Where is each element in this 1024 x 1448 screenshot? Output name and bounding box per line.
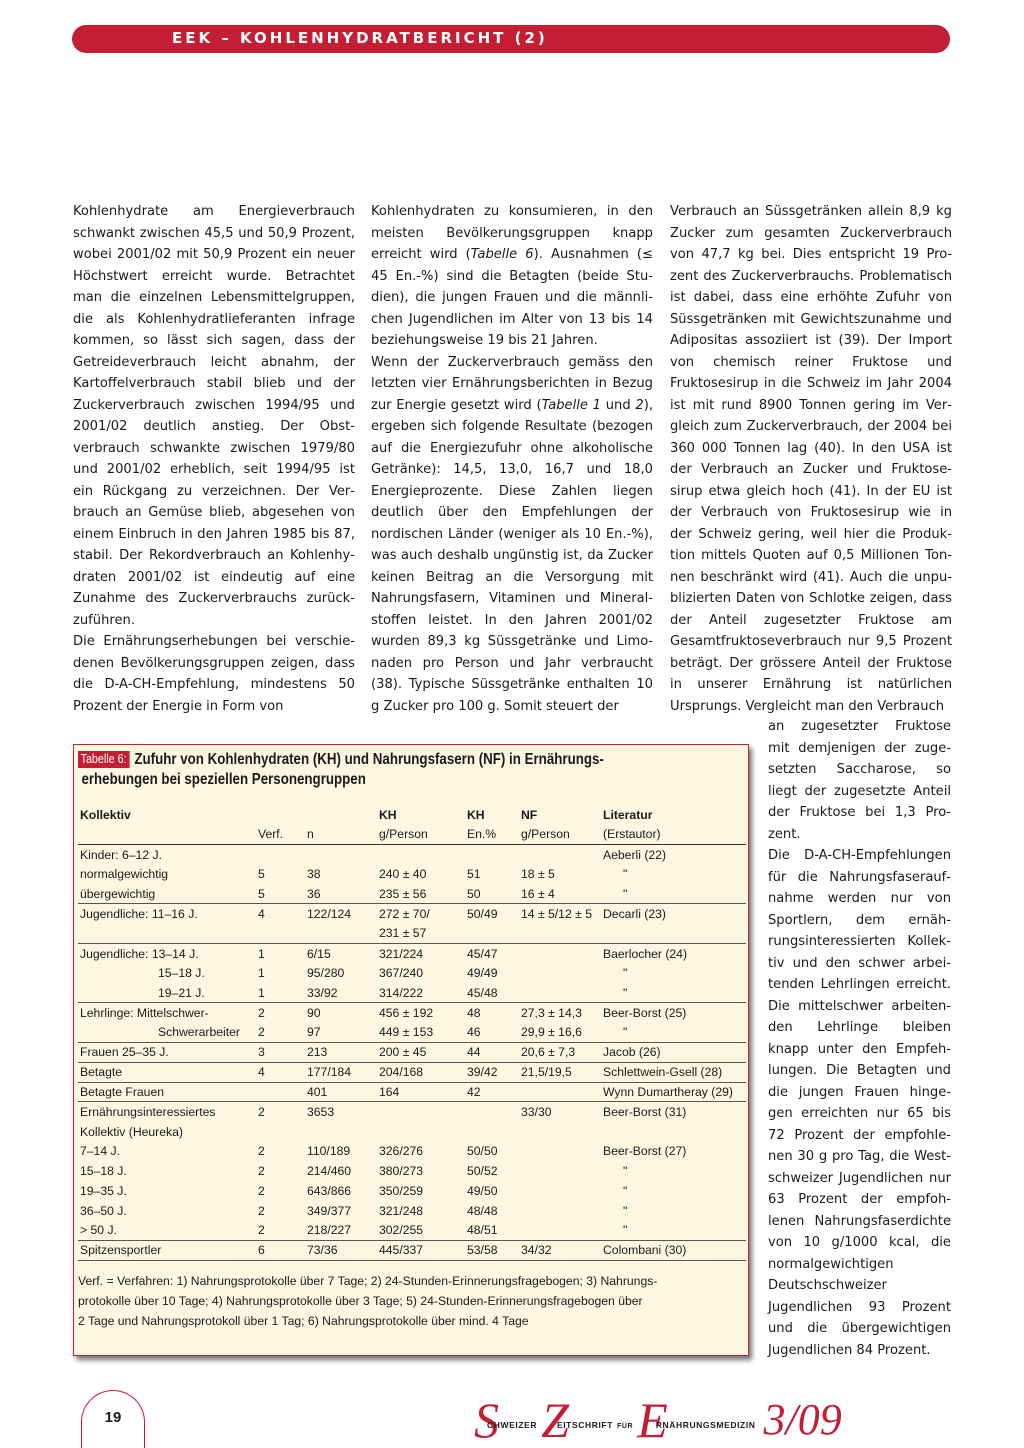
table-cell: 643/866 bbox=[307, 1184, 352, 1199]
table-cell bbox=[519, 1082, 601, 1102]
table-row bbox=[78, 1102, 746, 1122]
table-cell: 36 bbox=[305, 884, 377, 904]
text-column-2 bbox=[371, 201, 653, 717]
table-cell bbox=[256, 924, 305, 944]
table-cell: 235 ± 56 bbox=[377, 884, 465, 904]
footnote-line: protokolle über 10 Tage; 4) Nahrungsprotokolle über 3 Tage; 5) 24-Stunden-Erinnerungsfragebogen über bbox=[78, 1294, 643, 1308]
table-header-row-1 bbox=[78, 805, 746, 825]
footnote-line: Verf. = Verfahren: 1) Nahrungsprotokolle über 7 Tage; 2) 24-Stunden-Erinnerungsfragebogen; 3) Nahrungs- bbox=[78, 1274, 658, 1288]
table-cell: Spitzensportler bbox=[78, 1241, 256, 1261]
column-header: KH bbox=[467, 807, 485, 822]
table-cell bbox=[519, 1201, 601, 1221]
table-cell: 7–14 J. bbox=[80, 1144, 120, 1159]
table-cell: 6/15 bbox=[307, 946, 331, 961]
table-cell: 5 bbox=[258, 867, 265, 882]
table-cell: 380/273 bbox=[379, 1164, 424, 1179]
header-bar bbox=[72, 25, 950, 53]
table-cell: Jugendliche: 13–14 J. bbox=[80, 946, 199, 961]
table-cell: 110/189 bbox=[307, 1144, 351, 1159]
table-cell: 49/50 bbox=[467, 1184, 498, 1199]
table-cell: 2 bbox=[258, 1006, 265, 1021]
paragraph: Kohlenhydrate am Energieverbrauch schwankt zwischen 45,5 und 50,9 Prozent, wobei 2001/02 mit 50,9 Prozent ein neuer Höchstwert erreicht wurde. Betrachtet man die einzelnen Lebensmittelgruppen, die als Kohlenhydratlieferanten infrage kommen, so lässt sich sagen, dass der Getreideverbrauch leicht abnahm, der Kartoffelverbrauch stabil blieb und der Zuckerverbrauch zwischen 1994/95 und 2001/02 deutlich anstieg. Der Obstverbrauch schwankte zwischen 1979/80 und 2001/02 erheblich, seit 1994/95 ist ein Rückgang zu verzeichnen. Der Verbrauch an Gemüse blieb, abgesehen von einem Einbruch in den Jahren 1985 bis 87, stabil. Der Rekordverbrauch an Kohlenhydraten 2001/02 ist eindeutig auf eine Zunahme des Zuckerverbrauchs zurückzuführen. bbox=[73, 204, 355, 628]
table-cell: 213 bbox=[305, 1043, 377, 1063]
paragraph: an zugesetzter Fruktose mit demjenigen der zugesetzten Saccharose, so liegt der zugesetzte Anteil der Fruktose bei 1,3 Prozent. bbox=[768, 719, 951, 842]
table-cell: 350/259 bbox=[379, 1184, 424, 1199]
table-cell: 3653 bbox=[307, 1105, 335, 1120]
table-cell: 45/47 bbox=[467, 946, 498, 961]
table-cell: Ernährungsinteressiertes bbox=[80, 1105, 216, 1120]
table-cell: Kollektiv (Heureka) bbox=[80, 1124, 183, 1139]
table-cell: " bbox=[623, 966, 628, 981]
table-cell: Baerlocher (24) bbox=[603, 946, 687, 961]
table-cell: Jacob (26) bbox=[601, 1043, 746, 1063]
table-row bbox=[78, 1142, 746, 1162]
table-cell: 445/337 bbox=[377, 1241, 465, 1261]
paragraph bbox=[371, 201, 653, 352]
table-cell bbox=[305, 924, 377, 944]
column-subheader: En.% bbox=[465, 825, 519, 845]
column-header bbox=[256, 805, 305, 825]
table-cell: > 50 J. bbox=[78, 1221, 256, 1241]
logo-letter-e: E bbox=[637, 1392, 668, 1448]
table-cell: 177/184 bbox=[305, 1062, 377, 1082]
logo-word: RNÄHRUNGSMEDIZIN bbox=[655, 1420, 756, 1430]
table-label: Tabelle 6: bbox=[78, 751, 129, 768]
running-header-title: EEK – KOHLENHYDRATBERICHT (2) bbox=[172, 29, 548, 47]
table-cell: Schwerarbeiter bbox=[78, 1023, 256, 1043]
table-cell: 33/30 bbox=[521, 1105, 552, 1120]
table-header-row-2 bbox=[78, 825, 746, 845]
table-cell: 42 bbox=[465, 1082, 519, 1102]
text-column-3 bbox=[670, 201, 952, 717]
table-cell: 97 bbox=[305, 1023, 377, 1043]
table-row bbox=[78, 1181, 746, 1201]
column-header bbox=[305, 805, 377, 825]
table-cell: 314/222 bbox=[377, 983, 465, 1003]
logo-letter-s: S bbox=[474, 1392, 499, 1448]
table-cell: 36–50 J. bbox=[80, 1203, 127, 1218]
table-cell: 44 bbox=[465, 1043, 519, 1063]
table-cell: 1 bbox=[258, 946, 265, 961]
column-subheader: Verf. bbox=[256, 825, 305, 845]
table-reference-link[interactable]: Tabelle 1 bbox=[541, 397, 602, 413]
table-6-box bbox=[73, 744, 749, 1356]
table-cell: 21,5/19,5 bbox=[519, 1062, 601, 1082]
text-run: Wenn der Zuckerverbrauch gemäss den letzten vier Ernährungsberichten in Bezug zur Energie gesetzt wird ( bbox=[371, 354, 653, 413]
table-cell: Jugendliche: 11–16 J. bbox=[80, 907, 198, 922]
table-cell: 18 ± 5 bbox=[521, 867, 555, 882]
table-cell: 19–21 J. bbox=[78, 983, 256, 1003]
table-cell bbox=[305, 1122, 377, 1142]
table-cell: Beer-Borst (25) bbox=[603, 1006, 687, 1021]
table-row bbox=[78, 1003, 746, 1023]
table-cell: 204/168 bbox=[377, 1062, 465, 1082]
paragraph: Verbrauch an Süssgetränken allein 8,9 kg Zucker zum gesamten Zuckerverbrauch von 47,7 kg bei. Dies entspricht 19 Prozent des Zuckerverbrauchs. Problematisch ist dabei, dass eine erhöhte Zufuhr von Süssgetränken mit Gewichtszunahme und Adipositas assoziiert ist (39). Der Import von chemisch reiner Fruktose und Fruktosesirup in die Schweiz im Jahr 2004 ist mit rund 8900 Tonnen gering im Vergleich zum Zuckerverbrauch, der 2004 bei 360 000 Tonnen lag (40). In den USA ist der Verbrauch an Zucker und Fruktosesirup etwa gleich hoch (41). In der EU ist der Verbrauch von Fruktosesirup wie in der Schweiz gering, weil hier die Produktion mittels Quoten auf 0,5 Millionen Tonnen beschränkt wird (41). Auch die unpublizierten Daten von Schlotke zeigen, dass der Anteil zugesetzter Fruktose am Gesamtfruktoseverbrauch nur 9,5 Prozent beträgt. Der grössere Anteil der Fruktose in unserer Ernährung ist natürlichen Ursprungs. Vergleicht man den Verbrauch bbox=[670, 204, 952, 714]
table-cell: Lehrlinge: Mittelschwer- bbox=[80, 1006, 209, 1021]
table-cell: Betagte Frauen bbox=[78, 1082, 256, 1102]
table-cell: 49/49 bbox=[467, 966, 498, 981]
table-caption bbox=[78, 750, 740, 790]
table-cell bbox=[519, 1122, 601, 1142]
text-run: ), ergeben sich folgende Resultate (bezogen auf die Energiezufuhr ohne alkoholische Getränke): 14,5, 13,0, 16,7 und 18,0 Energieprozente. Diese Zahlen liegen deutlich über den Empfehlungen der nordischen Länder (weniger als 10 En.-%), was auch deshalb ungünstig ist, da Zucker keinen Beitrag an die Versorgung mit Nahrungsfasern, Vitaminen und Mineralstoffen leistet. In den Jahren 2001/02 wurden 89,3 kg Süssgetränke und Limonaden pro Person und Jahr verbraucht (38). Typische Süssgetränke enthalten 10 g Zucker pro 100 g. Somit steuert der bbox=[371, 397, 654, 714]
table-cell bbox=[519, 1161, 601, 1181]
table-cell: normalgewichtig bbox=[80, 867, 169, 882]
table-cell: 39/42 bbox=[465, 1062, 519, 1082]
table-reference-link[interactable]: Tabelle 6 bbox=[470, 247, 534, 262]
table-cell bbox=[519, 983, 601, 1003]
table-cell: 45/48 bbox=[465, 983, 519, 1003]
table-cell: 20,6 ± 7,3 bbox=[519, 1043, 601, 1063]
column-header: NF bbox=[521, 807, 538, 822]
table-cell: 29,9 ± 16,6 bbox=[519, 1023, 601, 1043]
logo-word: FÜR bbox=[617, 1423, 634, 1430]
column-header: Kollektiv bbox=[80, 807, 131, 822]
table-cell: 50/52 bbox=[467, 1164, 498, 1179]
column-subheader: g/Person bbox=[377, 825, 465, 845]
table-cell: 15–18 J. bbox=[158, 966, 205, 981]
logo-letter-z: Z bbox=[541, 1392, 569, 1448]
table-cell bbox=[519, 845, 601, 865]
table-cell: 46 bbox=[465, 1023, 519, 1043]
table-cell: 449 ± 153 bbox=[377, 1023, 465, 1043]
table-cell: " bbox=[601, 983, 746, 1003]
table-cell: 321/248 bbox=[379, 1203, 424, 1218]
table-cell: 95/280 bbox=[307, 966, 345, 981]
table-cell: Betagte bbox=[78, 1062, 256, 1082]
paragraph: Die D-A-CH-Empfehlungen für die Nahrungsfaseraufnahme werden nur von Sportlern, dem ernährungsinteressierten Kollektiv und den schwer arbeitenden Lehrlingen erreicht. Die mittelschwer arbeitenden Lehrlinge bleiben knapp unter den Empfehlungen. Die Betagten und die jungen Frauen hingegen erreichten nur 65 bis 72 Prozent der empfohlenen 30 g pro Tag, die Westschweizer Jugendlichen nur 63 Prozent der empfohlenen Nahrungsfaserdichte von 10 g/1000 kcal, die normalgewichtigen Deutschschweizer Jugendlichen 93 Prozent und die übergewichtigen Jugendlichen 84 Prozent. bbox=[768, 848, 951, 1358]
table-cell: 15–18 J. bbox=[80, 1164, 127, 1179]
table-cell bbox=[601, 924, 746, 944]
column-subheader: n bbox=[305, 825, 377, 845]
table-row bbox=[78, 1241, 746, 1261]
table-row bbox=[78, 904, 746, 924]
table-row bbox=[78, 1221, 746, 1241]
table-cell bbox=[78, 924, 256, 944]
logo-word: EITSCHRIFT bbox=[556, 1420, 614, 1430]
table-row bbox=[78, 845, 746, 865]
table-body bbox=[78, 845, 746, 1261]
table-reference-link[interactable]: 2 bbox=[635, 397, 644, 413]
table-cell: Aeberli (22) bbox=[603, 847, 666, 862]
table-cell bbox=[465, 1102, 519, 1122]
table-cell: 33/92 bbox=[305, 983, 377, 1003]
table-cell: 14 ± 5/12 ± 5 bbox=[521, 907, 592, 922]
table-cell: 401 bbox=[305, 1082, 377, 1102]
table-cell bbox=[519, 924, 601, 944]
paragraph: Die Ernährungserhebungen bei verschiedenen Bevölkerungsgruppen zeigen, dass die D-A-CH-Empfehlung, mindestens 50 Prozent der Energie in Form von bbox=[73, 634, 355, 714]
table-cell: Schlettwein-Gsell (28) bbox=[601, 1062, 746, 1082]
table-cell: Beer-Borst (31) bbox=[603, 1105, 687, 1120]
column-subheader: (Erstautor) bbox=[601, 825, 746, 845]
table-cell: 2 bbox=[258, 1184, 265, 1199]
table-row bbox=[78, 924, 746, 944]
table-cell bbox=[305, 845, 377, 865]
table-row bbox=[78, 1122, 746, 1142]
table-cell: Beer-Borst (27) bbox=[603, 1144, 687, 1159]
table-cell: " bbox=[601, 1221, 746, 1241]
page-number: 19 bbox=[104, 1409, 122, 1426]
table-title-line-1: Zufuhr von Kohlenhydraten (KH) und Nahrungsfasern (NF) in Ernährungs- bbox=[134, 751, 604, 768]
table-row bbox=[78, 1082, 746, 1102]
table-cell: 50 bbox=[465, 884, 519, 904]
table-row bbox=[78, 864, 746, 884]
table-cell: 6 bbox=[256, 1241, 305, 1261]
table-row bbox=[78, 1043, 746, 1063]
table-cell: 90 bbox=[307, 1006, 321, 1021]
table-cell bbox=[256, 1082, 305, 1102]
table-cell bbox=[465, 1122, 519, 1142]
table-cell bbox=[601, 1122, 746, 1142]
text-column-1 bbox=[73, 201, 355, 717]
table-cell: 200 ± 45 bbox=[377, 1043, 465, 1063]
table-cell: 53/58 bbox=[465, 1241, 519, 1261]
journal-logo bbox=[474, 1392, 842, 1448]
table-cell bbox=[465, 845, 519, 865]
table-cell: 16 ± 4 bbox=[519, 884, 601, 904]
table-cell bbox=[377, 1122, 465, 1142]
table-cell: " bbox=[623, 1184, 628, 1199]
table-cell: Wynn Dumartheray (29) bbox=[601, 1082, 746, 1102]
table-cell: übergewichtig bbox=[78, 884, 256, 904]
table-cell: 51 bbox=[467, 867, 481, 882]
table-cell: Frauen 25–35 J. bbox=[78, 1043, 256, 1063]
table-cell: 302/255 bbox=[377, 1221, 465, 1241]
table-row bbox=[78, 884, 746, 904]
column-header: Literatur bbox=[603, 807, 653, 822]
table-row bbox=[78, 1161, 746, 1181]
table-cell: 4 bbox=[256, 1062, 305, 1082]
table-cell: 5 bbox=[256, 884, 305, 904]
table-cell: " bbox=[601, 884, 746, 904]
table-cell: " bbox=[623, 1203, 628, 1218]
table-cell: 2 bbox=[258, 1203, 265, 1218]
table-cell: 326/276 bbox=[379, 1144, 424, 1159]
table-cell: 48/51 bbox=[465, 1221, 519, 1241]
table-cell bbox=[377, 845, 465, 865]
table-cell: 240 ± 40 bbox=[379, 867, 427, 882]
table-cell: 48/48 bbox=[467, 1203, 498, 1218]
table-row bbox=[78, 1062, 746, 1082]
table-cell: 2 bbox=[258, 1105, 265, 1120]
table-cell: 218/227 bbox=[305, 1221, 377, 1241]
table-cell bbox=[519, 944, 601, 964]
table-cell: Colombani (30) bbox=[601, 1241, 746, 1261]
table-cell: " bbox=[601, 1023, 746, 1043]
table-cell bbox=[377, 1102, 465, 1122]
table-cell bbox=[256, 845, 305, 865]
page-number-tab bbox=[81, 1390, 145, 1448]
table-cell: 1 bbox=[256, 983, 305, 1003]
table-cell: 73/36 bbox=[305, 1241, 377, 1261]
table-row bbox=[78, 963, 746, 983]
table-cell: 48 bbox=[467, 1006, 481, 1021]
table-cell bbox=[519, 1221, 601, 1241]
table-cell: 27,3 ± 14,3 bbox=[521, 1006, 582, 1021]
table-cell: 231 ± 57 bbox=[377, 924, 465, 944]
column-header: KH bbox=[379, 807, 397, 822]
table-cell: 122/124 bbox=[307, 907, 352, 922]
table-row bbox=[78, 944, 746, 964]
table-footnote bbox=[78, 1271, 738, 1331]
text-run: und bbox=[601, 397, 636, 413]
table-cell: 367/240 bbox=[379, 966, 424, 981]
table-cell: 1 bbox=[258, 966, 265, 981]
issue-number: 3/09 bbox=[763, 1395, 842, 1444]
table-cell: " bbox=[623, 867, 628, 882]
logo-word: CHWEIZER bbox=[487, 1420, 538, 1430]
table-cell: 50/50 bbox=[467, 1144, 498, 1159]
table-cell: 2 bbox=[258, 1164, 265, 1179]
table-cell: " bbox=[623, 1164, 628, 1179]
table-cell: 272 ± 70/ bbox=[379, 907, 430, 922]
data-table bbox=[78, 805, 746, 1261]
text-column-3-continued bbox=[768, 716, 951, 1361]
table-cell bbox=[519, 1181, 601, 1201]
table-cell: 34/32 bbox=[519, 1241, 601, 1261]
text-run: ). Ausnahmen (≤ 45 En.-%) sind die Betagten (beide Studien), die jungen Frauen und die männlichen Jugendlichen im Alter von 13 bis 14 beziehungsweise 19 bis 21 Jahren. bbox=[371, 247, 654, 348]
table-cell bbox=[519, 963, 601, 983]
text-run: Kohlenhydraten zu konsumieren, in den meisten Bevölkerungsgruppen knapp erreicht wird ( bbox=[371, 204, 653, 262]
table-cell: 2 bbox=[256, 1023, 305, 1043]
table-cell: 2 bbox=[258, 1144, 265, 1159]
table-cell: 50/49 bbox=[467, 907, 498, 922]
table-cell: 4 bbox=[258, 907, 265, 922]
column-subheader bbox=[78, 825, 256, 845]
paragraph bbox=[371, 352, 653, 718]
table-cell bbox=[465, 924, 519, 944]
table-title-line-2: erhebungen bei speziellen Personengruppen bbox=[81, 771, 366, 788]
table-cell: 38 bbox=[307, 867, 321, 882]
table-cell: 3 bbox=[256, 1043, 305, 1063]
table-cell: 2 bbox=[256, 1221, 305, 1241]
table-cell: Kinder: 6–12 J. bbox=[80, 847, 162, 862]
table-cell bbox=[256, 1122, 305, 1142]
column-subheader: g/Person bbox=[519, 825, 601, 845]
table-cell: Decarli (23) bbox=[603, 907, 666, 922]
table-cell: 456 ± 192 bbox=[379, 1006, 434, 1021]
table-cell: 321/224 bbox=[379, 946, 424, 961]
footnote-line: 2 Tage und Nahrungsprotokoll über 1 Tag; 6) Nahrungsprotokolle über mind. 4 Tage bbox=[78, 1314, 529, 1328]
table-row bbox=[78, 1201, 746, 1221]
table-cell: 19–35 J. bbox=[80, 1184, 127, 1199]
table-row bbox=[78, 1023, 746, 1043]
table-cell bbox=[519, 1142, 601, 1162]
table-cell: 214/460 bbox=[307, 1164, 352, 1179]
table-cell: 164 bbox=[377, 1082, 465, 1102]
table-row bbox=[78, 983, 746, 1003]
table-cell: 349/377 bbox=[307, 1203, 352, 1218]
